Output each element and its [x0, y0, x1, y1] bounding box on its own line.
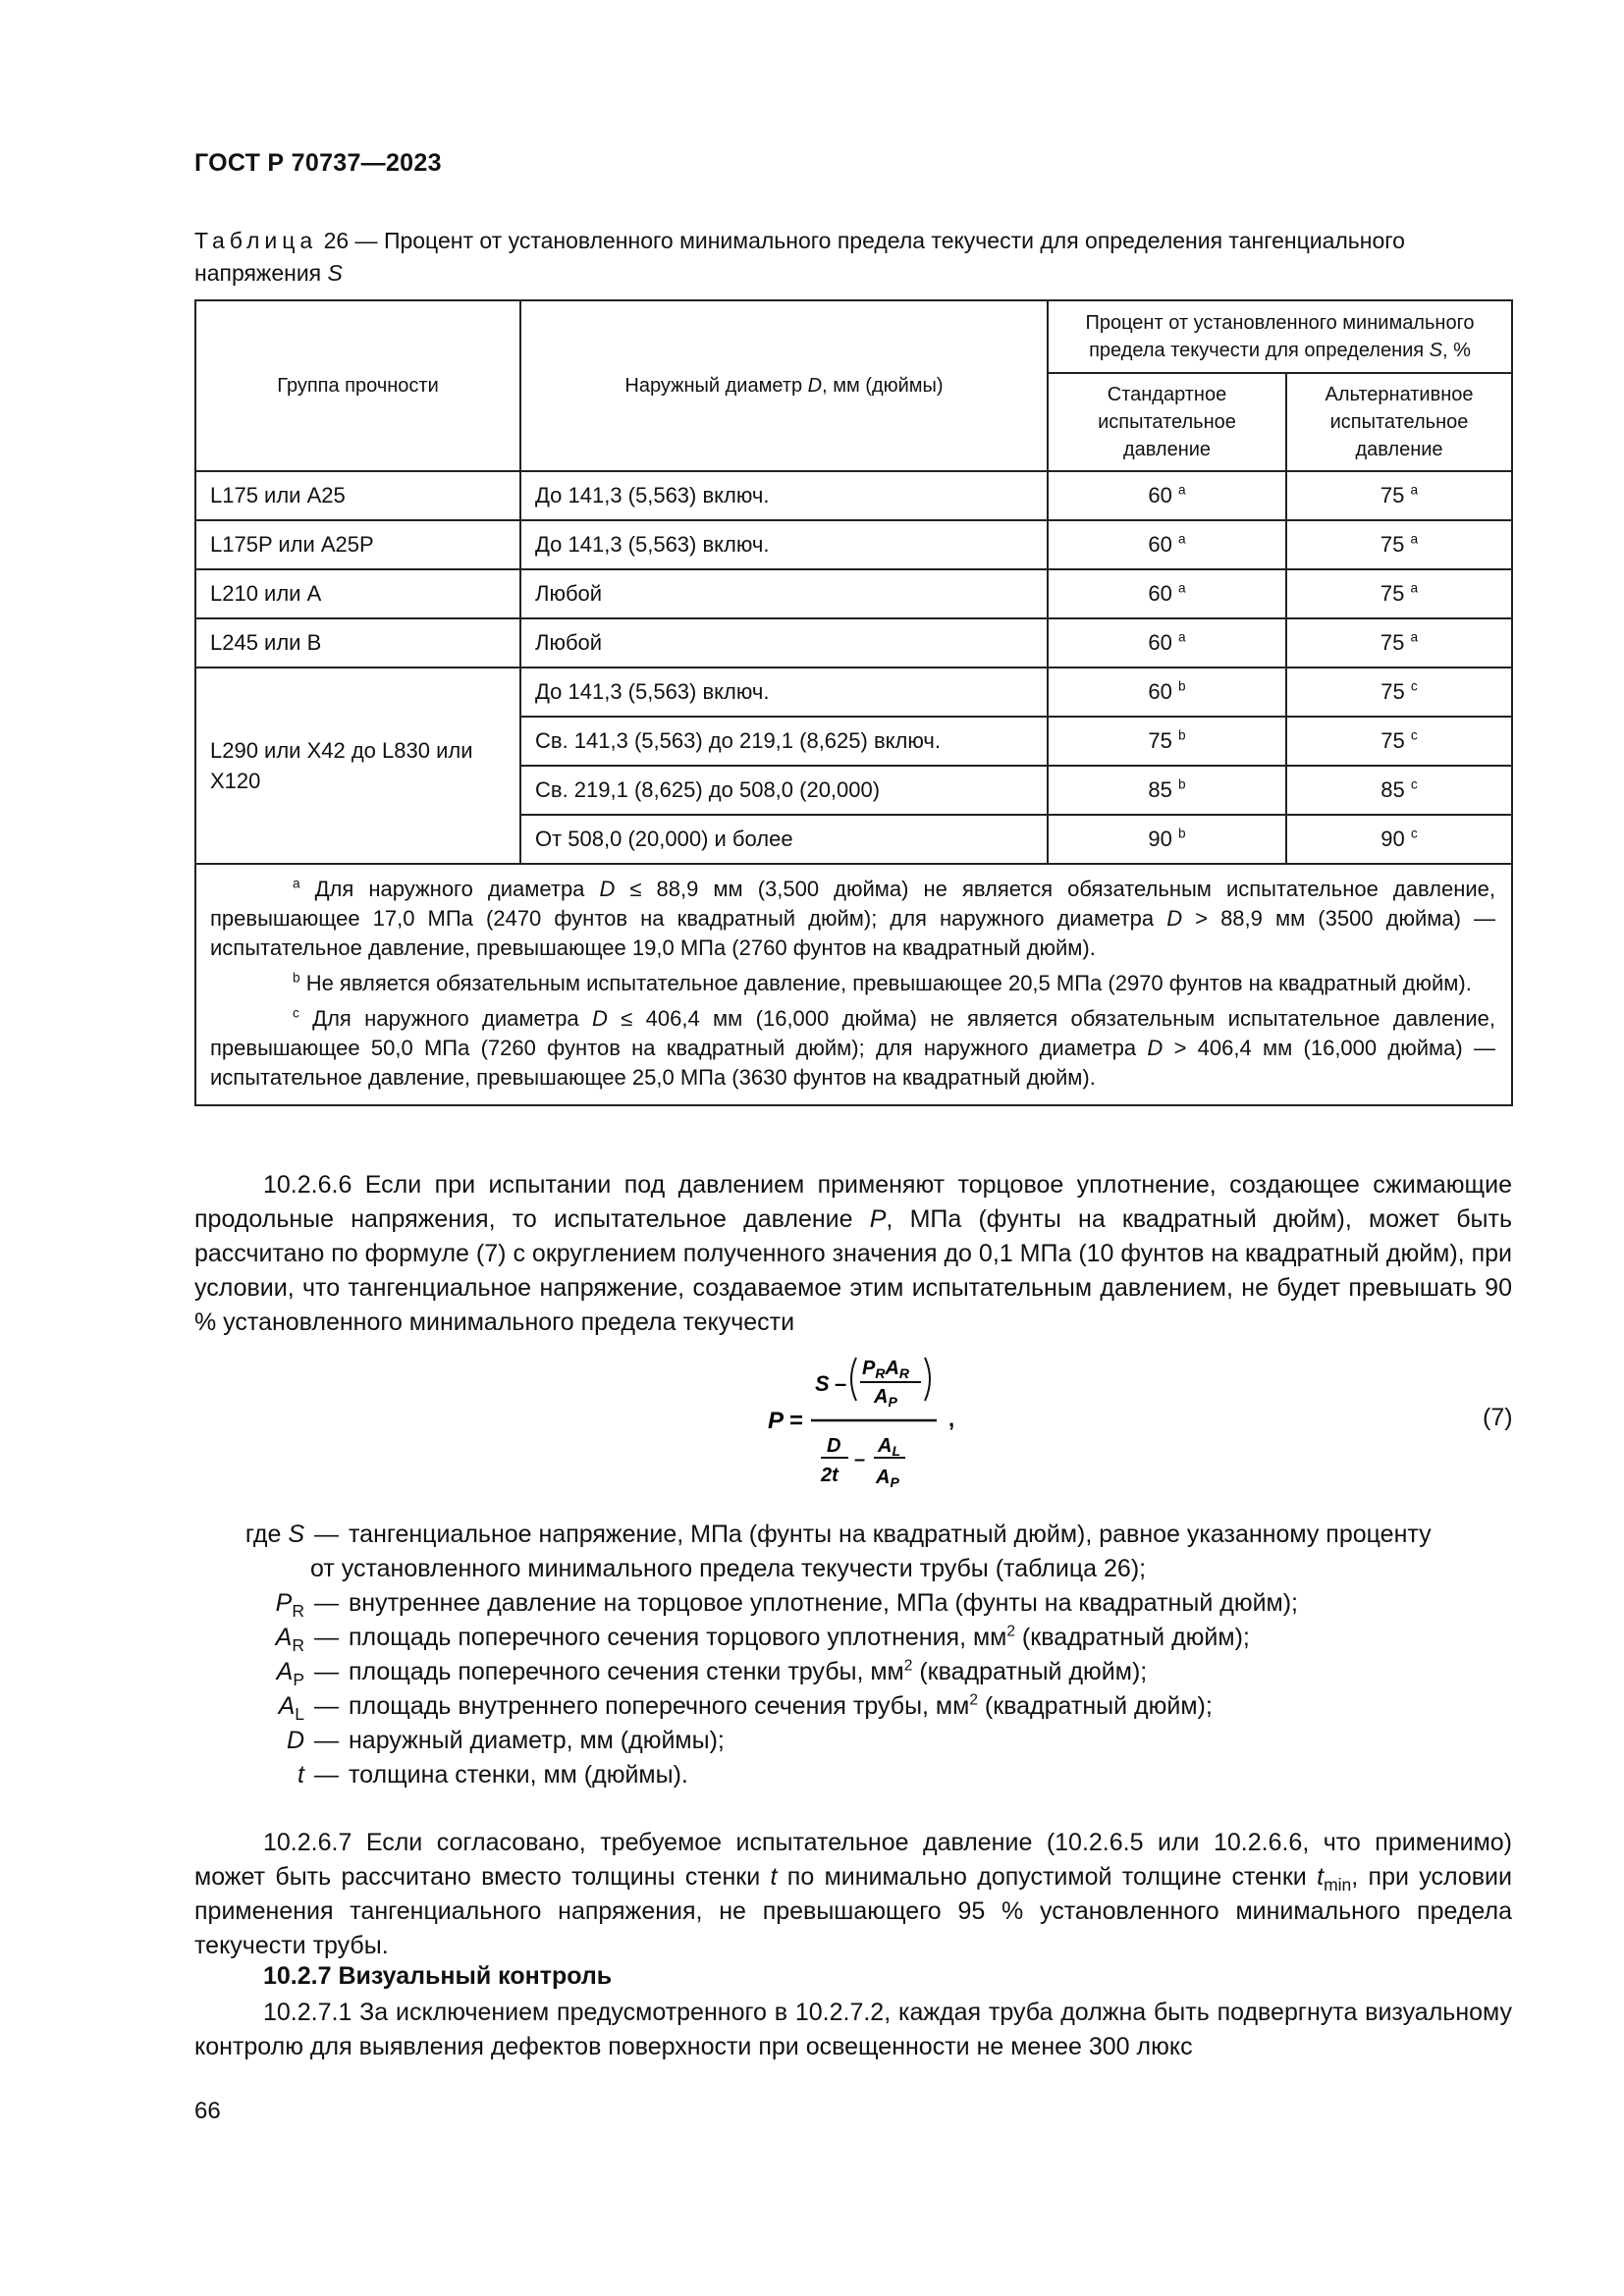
header-diameter: Наружный диаметр D, мм (дюймы) — [520, 300, 1048, 471]
formula-number: (7) — [1483, 1404, 1513, 1431]
formula-equals: = — [789, 1408, 804, 1434]
cell-alternative: 85 $^c$ — [1286, 766, 1512, 815]
formula-AL: $A_L$ — [878, 1435, 901, 1459]
where-item: $A_R$ — площадь поперечного сечения торцового уплотнения, $мм^2$ (квадратный дюйм); — [275, 1623, 1250, 1655]
table-row — [195, 618, 1512, 667]
where-item: $P_R$ — внутреннее давление на торцовое уплотнение, МПа (фунты на квадратный дюйм); — [275, 1589, 1299, 1621]
caption-text: 26 — Процент от установленного минимального предела текучести для определения тангенциального напряжения — [194, 228, 1405, 286]
caption-label: Таблица — [194, 228, 318, 253]
header-alternative: Альтернативное испытательное давление — [1286, 373, 1512, 471]
where-item: t — толщина стенки, мм (дюймы). — [298, 1761, 688, 1789]
cell-group-merged: L290 или Х42 до L830 или Х120 — [195, 667, 520, 864]
cell-standard: 60 $^a$ — [1048, 520, 1286, 569]
cell-alternative: 75 $^a$ — [1286, 618, 1512, 667]
formula-minus-2: – — [854, 1449, 866, 1470]
cell-group: L210 или А — [195, 569, 520, 618]
table-26 — [194, 299, 1513, 1106]
cell-group: L245 или В — [195, 618, 520, 667]
cell-alternative: 75 $^a$ — [1286, 569, 1512, 618]
formula-comma: , — [948, 1407, 955, 1431]
header-percent: Процент от установленного минимального предела текучести для определения S, % — [1048, 300, 1512, 373]
caption-symbol: S — [327, 260, 343, 286]
where-item: D — наружный диаметр, мм (дюймы); — [286, 1727, 725, 1754]
formula-AP-2: $A_P$ — [876, 1467, 899, 1490]
formula-AP: $A_P$ — [874, 1386, 897, 1410]
formula-PR: $P_RA_R$ — [862, 1358, 910, 1381]
cell-alternative: 75 $^c$ — [1286, 717, 1512, 766]
formula-2t: 2t — [821, 1465, 839, 1486]
cell-diameter: Св. 141,3 (5,563) до 219,1 (8,625) включ. — [520, 717, 1048, 766]
table-row — [195, 471, 1512, 520]
where-item: где S — тангенциальное напряжение, МПа (фунты на квадратный дюйм), равное указанному проценту — [244, 1521, 1432, 1548]
where-item: $A_P$ — площадь поперечного сечения стенки трубы, $мм^2$ (квадратный дюйм); — [276, 1657, 1148, 1689]
cell-standard: 90 $^b$ — [1048, 815, 1286, 864]
table-row — [195, 520, 1512, 569]
formula-right-paren — [925, 1358, 930, 1401]
formula-P: P — [768, 1408, 785, 1434]
table-footnotes — [195, 864, 1512, 1105]
header-row-1 — [195, 300, 1512, 373]
cell-diameter: До 141,3 (5,563) включ. — [520, 520, 1048, 569]
cell-diameter: До 141,3 (5,563) включ. — [520, 471, 1048, 520]
section-heading-1027: 10.2.7 Визуальный контроль — [263, 1962, 613, 1990]
cell-diameter: Любой — [520, 569, 1048, 618]
table-row — [195, 667, 1512, 717]
cell-alternative: 75 $^a$ — [1286, 471, 1512, 520]
document-code: ГОСТ Р 70737—2023 — [194, 149, 442, 177]
formula-7 — [756, 1350, 982, 1492]
where-item-continuation: от установленного минимального предела текучести трубы (таблица 26); — [310, 1555, 1147, 1582]
cell-diameter: До 141,3 (5,563) включ. — [520, 667, 1048, 717]
formula-minus-1: – — [835, 1371, 847, 1396]
cell-standard: 60 $^a$ — [1048, 471, 1286, 520]
paragraph-10271: 10.2.7.1 За исключением предусмотренного в 10.2.7.2, каждая труба должна быть подвергнута визуальному контролю для выявления дефектов поверхности при освещенности не менее 300 люкс — [194, 1999, 1512, 2060]
cell-diameter: Любой — [520, 618, 1048, 667]
cell-diameter: От 508,0 (20,000) и более — [520, 815, 1048, 864]
footnote-b: $^b$ Не является обязательным испытательное давление, превышающее 20,5 МПа (2970 фунтов на квадратный дюйм). — [293, 970, 1472, 995]
page-number: 66 — [194, 2098, 221, 2124]
footnotes-row — [195, 864, 1512, 1105]
header-standard: Стандартное испытательное давление — [1048, 373, 1286, 471]
cell-alternative: 75 $^c$ — [1286, 667, 1512, 717]
where-item: $A_L$ — площадь внутреннего поперечного сечения трубы, $мм^2$ (квадратный дюйм); — [278, 1691, 1213, 1724]
footnote-c: $^c$ Для наружного диаметра D ≤ 406,4 мм (16,000 дюйма) не является обязательным испытательное давление, превышающее 50,0 МПа (7260 фунтов на квадратный дюйм); для наружного диаметра D > 406,4 мм (16,000 дюйма) — испытательное давление, превышающее 25,0 МПа (3630 фунтов на квадратный дюйм). — [210, 1005, 1495, 1090]
where-lead: где — [244, 1521, 282, 1548]
cell-group: L175 или А25 — [195, 471, 520, 520]
table-row — [195, 569, 1512, 618]
table-caption — [194, 225, 1510, 290]
cell-standard: 85 $^b$ — [1048, 766, 1286, 815]
cell-group: L175P или А25Р — [195, 520, 520, 569]
header-group: Группа прочности — [195, 300, 520, 471]
cell-alternative: 90 $^c$ — [1286, 815, 1512, 864]
formula-S: S — [815, 1371, 830, 1396]
cell-standard: 75 $^b$ — [1048, 717, 1286, 766]
formula-left-paren — [851, 1358, 856, 1401]
cell-standard: 60 $^a$ — [1048, 569, 1286, 618]
paragraph-10266: 10.2.6.6 Если при испытании под давлением применяют торцовое уплотнение, создающее сжимающие продольные напряжения, то испытательное давление P, МПа (фунты на квадратный дюйм), может быть рассчитано по формуле (7) с округлением полученного значения до 0,1 МПа (10 фунтов на квадратный дюйм), при условии, что тангенциальное напряжение, создаваемое этим испытательным давлением, не будет превышать 90 % установленного минимального предела текучести — [194, 1171, 1512, 1336]
cell-alternative: 75 $^a$ — [1286, 520, 1512, 569]
footnote-a: $^a$ Для наружного диаметра D ≤ 88,9 мм (3,500 дюйма) не является обязательным испытательное давление, превышающее 17,0 МПа (2470 фунтов на квадратный дюйм); для наружного диаметра D > 88,9 мм (3500 дюйма) — испытательное давление, превышающее 19,0 МПа (2760 фунтов на квадратный дюйм). — [210, 876, 1495, 960]
cell-standard: 60 $^a$ — [1048, 618, 1286, 667]
paragraph-10267: 10.2.6.7 Если согласовано, требуемое испытательное давление (10.2.6.5 или 10.2.6.6, что применимо) может быть рассчитано вместо толщины стенки t по минимально допустимой толщине стенки $t_{min}$, при условии применения тангенциального напряжения, не превышающего 95 % установленного минимального предела текучести трубы. — [194, 1829, 1512, 1959]
cell-diameter: Св. 219,1 (8,625) до 508,0 (20,000) — [520, 766, 1048, 815]
where-list — [194, 1518, 1530, 1792]
formula-D: D — [827, 1435, 841, 1457]
cell-standard: 60 $^b$ — [1048, 667, 1286, 717]
